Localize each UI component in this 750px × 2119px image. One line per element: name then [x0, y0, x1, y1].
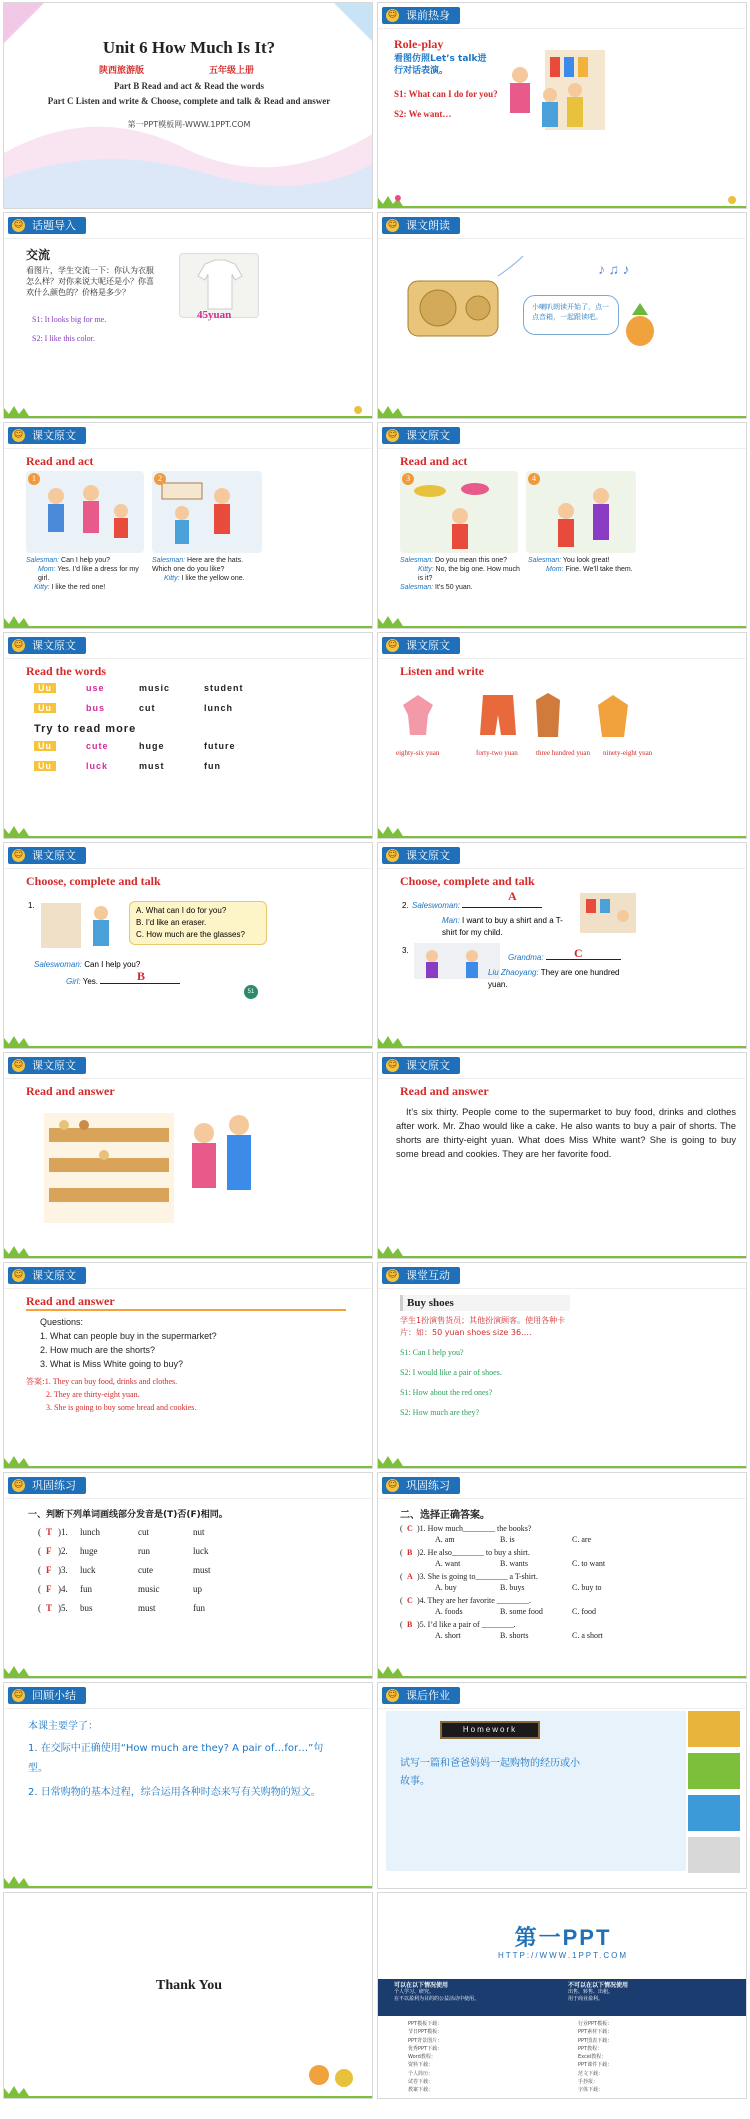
- tab-text: ☺ 课文原文: [382, 1057, 460, 1074]
- section-title: Role-play: [394, 37, 444, 51]
- speaker-label: Saleswoman:: [34, 960, 83, 969]
- question-item: ( B )5. I’d like a pair of ________. A. short B. shorts C. a short: [400, 1620, 603, 1640]
- question-text: )5. I’d like a pair of ________.: [417, 1620, 516, 1629]
- option-a: A. What can I do for you?: [136, 906, 227, 915]
- word: music: [138, 1584, 160, 1594]
- answer-mark: F: [46, 1584, 52, 1594]
- answer-mark: B: [137, 969, 146, 983]
- word: bus: [80, 1603, 93, 1613]
- answer-3: 3. She is going to buy some bread and cookies.: [46, 1403, 197, 1412]
- grass-decor: [4, 1026, 372, 1048]
- credit-link[interactable]: 资料下载：: [408, 2062, 434, 2069]
- smile-icon: ☺: [13, 1480, 24, 1490]
- section-title: Read and answer: [26, 1084, 115, 1098]
- smile-icon: ☺: [387, 640, 398, 650]
- intro-text: 看图片，学生交流一下：你认为衣服怎么样？对你来说大呢还是小？你喜欢什么颜色的？价格是多少？: [26, 266, 154, 297]
- grass-decor: [4, 816, 372, 838]
- dialog-line: Salesman: Here are the hats. Which one do you like?: [152, 557, 244, 573]
- link-list-right: [578, 2020, 728, 2095]
- word: must: [138, 1603, 156, 1613]
- smile-icon: ☺: [387, 430, 398, 440]
- word-row: Uu cute huge future: [34, 741, 264, 761]
- exercise-row: ( F )2. huge run luck: [38, 1546, 209, 1556]
- tab-interaction: ☺ 课堂互动: [382, 1267, 460, 1284]
- options-box: [129, 901, 267, 945]
- price-label: ninety-eight yuan: [603, 749, 653, 757]
- dialog-line: Mom: Fine. We’ll take them.: [546, 566, 633, 573]
- grass-decor: [378, 186, 746, 208]
- option: B. some food: [500, 1607, 543, 1616]
- credit-link[interactable]: 节日PPT模板：: [408, 2029, 443, 2036]
- slide-choose-2[interactable]: ☺ 课文原文 Choose, complete and talk 2. Saleswoman: A Man: I want to buy a shirt and a T-shirt for my child. 3. Grandma: C Liu Zhaoyang: They are one hundred yuan.: [377, 842, 747, 1049]
- summary-intro: 本课主要学了：: [28, 1721, 98, 1732]
- answer-mark: B: [407, 1620, 413, 1629]
- smile-icon: ☺: [13, 1060, 24, 1070]
- shop-illustration: [490, 45, 610, 145]
- question-text: )1. How much________ the books?: [417, 1524, 532, 1533]
- speaker-label: Man:: [442, 916, 460, 925]
- divider: [26, 1309, 346, 1311]
- item-number: )3.: [58, 1565, 68, 1575]
- exercise-row: ( F )3. luck cute must: [38, 1565, 211, 1575]
- uu-badge: Uu: [34, 761, 56, 771]
- dialog-line: S2: How much are they?: [400, 1408, 480, 1417]
- exercise-row: ( F )4. fun music up: [38, 1584, 202, 1594]
- option: A. short: [435, 1631, 461, 1640]
- option: C. buy to: [572, 1583, 602, 1592]
- smile-icon: ☺: [13, 1690, 24, 1700]
- dialog-line: Salesman: You look great!: [528, 557, 610, 564]
- tab-reading: ☺ 课文朗读: [382, 217, 460, 234]
- tab-summary: ☺ 回顾小结: [8, 1687, 86, 1704]
- dialog-line: S1: Can I help you?: [400, 1348, 464, 1357]
- word: luck: [80, 1565, 96, 1575]
- try-label: Try to read more: [34, 723, 137, 735]
- word: must: [193, 1565, 211, 1575]
- smile-icon: ☺: [13, 1270, 24, 1280]
- question-2: 2. How much are the shorts?: [40, 1345, 156, 1355]
- answer-mark: F: [46, 1546, 52, 1556]
- dialog-s2: S2: I like this color.: [32, 334, 95, 343]
- section-title: Buy shoes: [400, 1295, 570, 1311]
- exercise-row: ( T )1. lunch cut nut: [38, 1527, 205, 1537]
- credit-link[interactable]: 手抄报：: [578, 2079, 599, 2086]
- panel-4-image: [526, 471, 636, 553]
- grass-decor: [4, 1866, 372, 1888]
- slide-role-play[interactable]: [377, 2, 747, 209]
- brand-url: HTTP://WWW.1PPT.COM: [498, 1951, 628, 1960]
- answer-mark: C: [407, 1524, 413, 1533]
- word: fun: [193, 1603, 205, 1613]
- slide-credits[interactable]: [377, 1892, 747, 2099]
- smile-icon: ☺: [387, 10, 398, 20]
- tab-text: ☺ 课文原文: [382, 427, 460, 444]
- word: fun: [80, 1584, 92, 1594]
- grass-decor: [378, 396, 746, 418]
- item-number: 1.: [28, 901, 35, 910]
- grass-decor: [378, 1656, 746, 1678]
- option: A. want: [435, 1559, 461, 1568]
- passage: It’s six thirty. People come to the supermarket to buy food, drinks and clothes after work. Mr. Zhao would like a cake. He also wants to buy a pair of shorts. The shorts are thirty-eight yuan. What does Miss White want? She is going to buy some bread and cookies. They are her favorite food.: [396, 1107, 736, 1159]
- dialog-s1: S1: What can I do for you?: [394, 89, 498, 99]
- option: C. to want: [572, 1559, 606, 1568]
- option: B. buys: [500, 1583, 525, 1592]
- word-row: Uu use music student: [34, 683, 264, 703]
- tab-text: ☺ 课文原文: [8, 427, 86, 444]
- word: luck: [193, 1546, 209, 1556]
- dialog-line: Salesman: It’s 50 yuan.: [400, 584, 473, 591]
- smile-icon: ☺: [387, 1270, 398, 1280]
- clothes-shop-image: [578, 891, 638, 936]
- question-item: ( C )4. They are her favorite ________. A. foods B. some food C. food: [400, 1596, 596, 1616]
- section-title: Read and answer: [400, 1084, 489, 1098]
- dialog-line: Kitty: No, the big one. How much is it?: [418, 566, 520, 582]
- dialog-line: Salesman: Can I help you?: [26, 557, 111, 564]
- answer-mark: F: [46, 1565, 52, 1575]
- smile-icon: ☺: [387, 1480, 398, 1490]
- tab-practice: ☺ 巩固练习: [8, 1477, 86, 1494]
- word-row: Uu luck must fun: [34, 761, 264, 781]
- dialog-line: Salesman: Do you mean this one?: [400, 557, 508, 564]
- smile-icon: ☺: [387, 1690, 398, 1700]
- site-label: 第一PPT模板网-WWW.1PPT.COM: [127, 120, 251, 129]
- panel-number: 1: [28, 473, 40, 485]
- dialog-line: Mom: Yes. I’d like a dress for my girl.: [38, 566, 139, 582]
- answer-mark: T: [46, 1527, 53, 1537]
- part-c: Part C Listen and write & Choose, complete and talk & Read and answer: [47, 96, 331, 106]
- tab-text: ☺ 课文原文: [382, 637, 460, 654]
- smile-icon: ☺: [13, 640, 24, 650]
- credit-link[interactable]: PPT教程：: [578, 2045, 603, 2052]
- option: A. buy: [435, 1583, 457, 1592]
- uu-badge: Uu: [34, 683, 56, 693]
- word: run: [138, 1546, 150, 1556]
- question-text: )2. He also________ to buy a shirt.: [417, 1548, 530, 1557]
- question-3: 3. What is Miss White going to buy?: [40, 1359, 184, 1369]
- answer-mark: A: [508, 889, 517, 903]
- summary-point-2: 2. 日常购物的基本过程，综合运用各种时态来写有关购物的短文。: [28, 1787, 321, 1798]
- answer-2: 2. They are thirty-eight yuan.: [46, 1390, 140, 1399]
- speaker-label: Grandma:: [508, 953, 544, 962]
- link-list-left: [408, 2020, 558, 2095]
- dialog-s2: S2: We want…: [394, 109, 452, 119]
- uu-badge: Uu: [34, 741, 56, 751]
- usage-forbidden-2: 用于商业盈利。: [568, 1996, 604, 2002]
- item-number: 2.: [402, 901, 409, 910]
- section-title: Choose, complete and talk: [26, 874, 161, 888]
- question-text: )3. She is going to________ a T-shirt.: [417, 1572, 538, 1581]
- answer-mark: B: [407, 1548, 413, 1557]
- grass-decor: [4, 396, 372, 418]
- summary-point-1: 1. 在交际中正确使用“How much are they? A pair of…for…”句型。: [28, 1743, 324, 1774]
- speech-bubble: 小喇叭朗读开始了，点一点音箱，一起跟读吧。: [523, 295, 619, 335]
- smile-icon: ☺: [387, 850, 398, 860]
- grass-decor: [378, 816, 746, 838]
- section-title: Listen and write: [400, 664, 484, 678]
- speaker-label: Saleswoman:: [412, 901, 461, 910]
- grass-decor: [4, 1656, 372, 1678]
- usage-forbidden-1: 出售、转售、出租。: [568, 1989, 614, 1995]
- slide-summary[interactable]: [3, 1682, 373, 1889]
- section-title: Read and answer: [26, 1294, 115, 1308]
- slide-read-act-2[interactable]: [377, 422, 747, 629]
- slide-listen-write[interactable]: [377, 632, 747, 839]
- grass-decor: [4, 606, 372, 628]
- panel-number: 3: [402, 473, 414, 485]
- tab-text: ☺ 课文原文: [8, 1267, 86, 1284]
- tab-text: ☺ 课文原文: [8, 637, 86, 654]
- price-label: three hundred yuan: [536, 749, 591, 757]
- slide-read-answer-image[interactable]: [3, 1052, 373, 1259]
- credit-link[interactable]: 教案下载：: [408, 2087, 434, 2094]
- credit-link[interactable]: PPT课件下载：: [578, 2062, 613, 2069]
- option-b: B. I’d like an eraser.: [136, 918, 207, 927]
- word: up: [193, 1584, 202, 1594]
- section-title: Read and act: [26, 454, 94, 468]
- credit-link[interactable]: 试卷下载：: [408, 2079, 434, 2086]
- grass-decor: [378, 606, 746, 628]
- exercise-list: [38, 1527, 258, 1622]
- answer-mark: C: [407, 1596, 413, 1605]
- option: C. a short: [572, 1631, 603, 1640]
- credit-link[interactable]: 范文下载：: [578, 2070, 604, 2077]
- speaker-label: Girl:: [66, 977, 81, 986]
- usage-forbidden-title: 不可以在以下情况使用: [568, 1982, 629, 1989]
- credit-link[interactable]: PPT素材下载：: [578, 2029, 613, 2036]
- dialog-line: S2: I would like a pair of shoes.: [400, 1368, 502, 1377]
- credit-link[interactable]: PPT模板下载：: [408, 2021, 443, 2027]
- supermarket-image: [34, 1103, 264, 1228]
- section-title: Read and act: [400, 454, 468, 468]
- slide-homework[interactable]: [377, 1682, 747, 1889]
- question-text: )4. They are her favorite ________.: [417, 1596, 531, 1605]
- clothes-images: [388, 685, 738, 745]
- word: cute: [138, 1565, 153, 1575]
- instruction: 学生1扮演售货员；其他扮演顾客。使用各种卡片：如：50 yuan shoes size 36….: [400, 1316, 566, 1337]
- exercise-title: 二、选择正确答案。: [400, 1510, 490, 1521]
- slide-reading[interactable]: [377, 212, 747, 419]
- credit-link[interactable]: Word教程：: [408, 2054, 436, 2061]
- grass-decor: [378, 1236, 746, 1258]
- question-1: 1. What can people buy in the supermarket?: [40, 1331, 217, 1341]
- exercise-list: [400, 1524, 660, 1644]
- publisher: 陕西旅游版: [99, 66, 145, 76]
- answer-mark: A: [407, 1572, 413, 1581]
- answer-mark: T: [46, 1603, 53, 1613]
- word: lunch: [80, 1527, 100, 1537]
- exercise-title: 一、判断下列单词画线部分发音是(T)否(F)相同。: [28, 1510, 228, 1520]
- slide-exercise-1[interactable]: [3, 1472, 373, 1679]
- panel-2-image: [152, 471, 262, 553]
- section-title: 交流: [26, 248, 51, 262]
- speaker-label: Liu Zhaoyang:: [488, 968, 539, 977]
- thank-you-text: Thank You: [155, 1978, 223, 1993]
- item-number: )1.: [58, 1527, 68, 1537]
- instruction: 看图仿照Let’s talk进行对话表演。: [394, 54, 487, 76]
- slide-choose-1[interactable]: ☺ 课文原文 Choose, complete and talk 1. A. What can I do for you? B. I’d like an eraser. C. How much are the glasses? Saleswoman: Can I help you? Girl: Yes. B 51: [3, 842, 373, 1049]
- section-title: Read the words: [26, 664, 106, 678]
- pineapple-character-icon: [620, 303, 660, 348]
- slide-read-answer-passage[interactable]: [377, 1052, 747, 1259]
- slide-questions[interactable]: [3, 1262, 373, 1469]
- answer-mark: C: [574, 946, 583, 960]
- stationery-shop-image: [36, 898, 126, 953]
- answers-label: 答案:: [26, 1377, 45, 1386]
- usage-allowed-title: 可以在以下情况使用: [394, 1982, 449, 1989]
- usage-allowed-2: 在不以盈利为目的的公益活动中使用。: [394, 1996, 480, 2002]
- homework-task: 试写一篇和爸爸妈妈一起购物的经历或小故事。: [400, 1758, 580, 1787]
- item-number: )4.: [58, 1584, 68, 1594]
- section-title: Choose, complete and talk: [400, 874, 535, 888]
- credit-link[interactable]: 优秀PPT下载：: [408, 2045, 443, 2052]
- item-number: )5.: [58, 1603, 68, 1613]
- option: A. am: [435, 1535, 455, 1544]
- slide-read-words[interactable]: [3, 632, 373, 839]
- word: cut: [138, 1527, 149, 1537]
- slide-title[interactable]: [3, 2, 373, 209]
- item-number: 3.: [402, 946, 409, 955]
- option: B. wants: [500, 1559, 528, 1568]
- lesson-title: Unit 6 How Much Is It?: [102, 38, 276, 57]
- slide-read-act-1[interactable]: [3, 422, 373, 629]
- item-number: )2.: [58, 1546, 68, 1556]
- question-item: ( A )3. She is going to________ a T-shirt. A. buy B. buys C. buy to: [400, 1572, 602, 1592]
- music-notes-icon: ♪ ♫ ♪: [598, 263, 630, 278]
- uu-badge: Uu: [34, 703, 56, 713]
- price-label: eighty-six yuan: [396, 749, 440, 757]
- dialog-line: S1: How about the red ones?: [400, 1388, 493, 1397]
- grass-decor: [378, 1026, 746, 1048]
- panel-3-image: [400, 471, 518, 553]
- panel-number: 2: [154, 473, 166, 485]
- word: huge: [80, 1546, 98, 1556]
- dialog-line: Kitty: I like the yellow one.: [164, 575, 245, 582]
- homework-board: Homework: [440, 1721, 540, 1739]
- panel-1-image: [26, 471, 144, 553]
- panel-number: 4: [528, 473, 540, 485]
- exercise-row: ( T )5. bus must fun: [38, 1603, 205, 1613]
- credit-link[interactable]: PPT背景图片：: [408, 2037, 443, 2044]
- option: A. foods: [435, 1607, 463, 1616]
- pastel-background: [4, 3, 373, 209]
- credit-link[interactable]: 个人简历：: [408, 2070, 434, 2077]
- grass-decor: [4, 1446, 372, 1468]
- tab-practice: ☺ 巩固练习: [382, 1477, 460, 1494]
- credit-link[interactable]: PPT图表下载：: [578, 2037, 613, 2044]
- smile-icon: ☺: [13, 850, 24, 860]
- speaker-icon[interactable]: [398, 251, 528, 351]
- tab-text: ☺ 课文原文: [8, 847, 86, 864]
- slide-thank-you[interactable]: [3, 1892, 373, 2099]
- option: C. food: [572, 1607, 596, 1616]
- word: nut: [193, 1527, 205, 1537]
- slide-topic-intro[interactable]: [3, 212, 373, 419]
- tab-intro: ☺ 话题导入: [8, 217, 86, 234]
- grass-decor: [4, 2076, 372, 2098]
- grass-decor: [378, 1446, 746, 1468]
- option: B. shorts: [500, 1631, 529, 1640]
- question-item: ( C )1. How much________ the books? A. am B. is C. are: [400, 1524, 592, 1544]
- tab-text: ☺ 课文原文: [382, 847, 460, 864]
- option-c: C. How much are the glasses?: [136, 930, 245, 939]
- smile-icon: ☺: [387, 1060, 398, 1070]
- tab-text: ☺ 课文原文: [8, 1057, 86, 1074]
- credit-link[interactable]: 字体下载：: [578, 2087, 604, 2094]
- part-b: Part B Read and act & Read the words: [114, 81, 264, 91]
- smile-icon: ☺: [387, 220, 398, 230]
- smile-icon: ☺: [13, 430, 24, 440]
- questions-label: Questions:: [40, 1317, 84, 1327]
- credit-link[interactable]: 行业PPT模板：: [578, 2021, 613, 2027]
- grass-decor: [4, 1236, 372, 1258]
- grade: 五年级上册: [209, 66, 255, 76]
- slide-buy-shoes[interactable]: [377, 1262, 747, 1469]
- smile-icon: ☺: [13, 220, 24, 230]
- slide-exercise-2[interactable]: [377, 1472, 747, 1679]
- dialog-line: Kitty: I like the red one!: [34, 584, 106, 591]
- brand-logo: 第一PPT: [514, 1925, 612, 1950]
- page-number: 51: [244, 985, 258, 999]
- tab-warmup: ☺ 课前热身: [382, 7, 460, 24]
- option: C. are: [572, 1535, 592, 1544]
- word-row: Uu bus cut lunch: [34, 703, 264, 723]
- question-item: ( B )2. He also________ to buy a shirt. A. want B. wants C. to want: [400, 1548, 606, 1568]
- price-label: forty-two yuan: [476, 749, 518, 757]
- option: B. is: [500, 1535, 515, 1544]
- price-label: 45yuan: [197, 309, 232, 321]
- tab-homework: ☺ 课后作业: [382, 1687, 460, 1704]
- dialog-s1: S1: It looks big for me.: [32, 315, 107, 324]
- credit-link[interactable]: Excel教程：: [578, 2054, 607, 2061]
- usage-allowed-1: 个人学习、研究。: [394, 1989, 435, 1995]
- answer-1: 1. They can buy food, drinks and clothes.: [44, 1377, 178, 1386]
